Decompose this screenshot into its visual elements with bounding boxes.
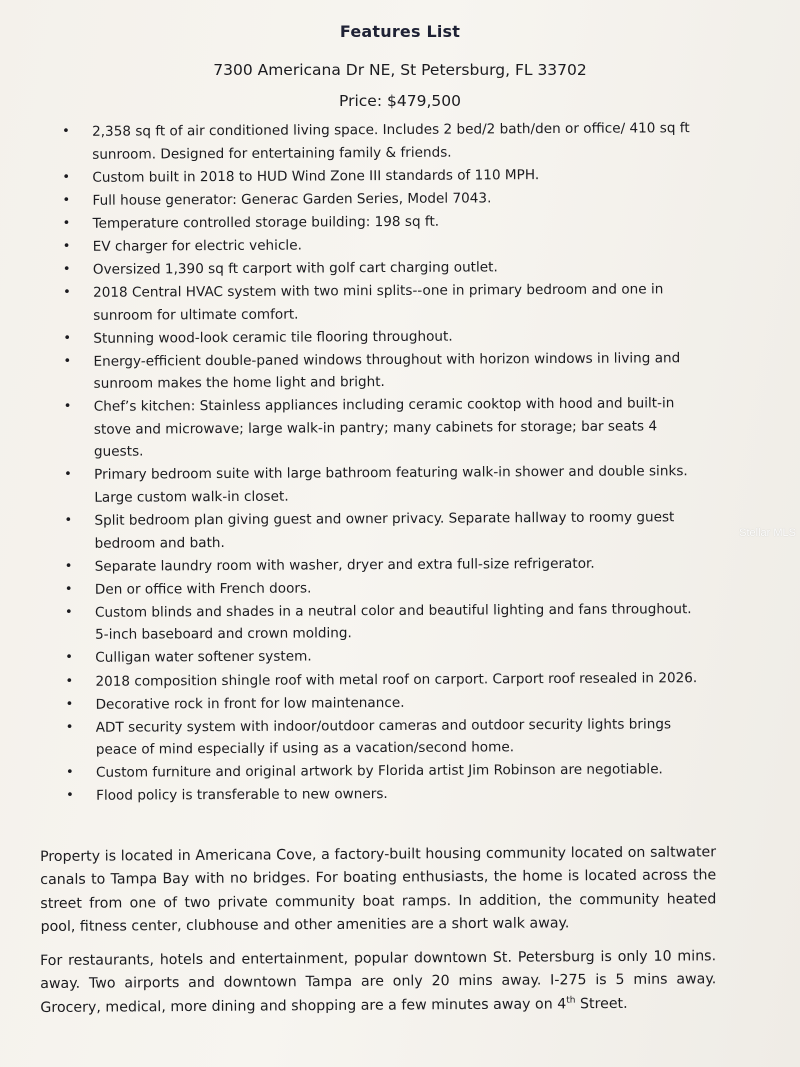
feature-item xyxy=(63,598,703,647)
property-address: 7300 Americana Dr NE, St Petersburg, FL 33702 xyxy=(213,61,587,79)
feature-item xyxy=(63,552,703,578)
feature-text: Temperature controlled storage building: 198 sq ft. xyxy=(92,213,440,232)
feature-text: Custom built in 2018 to HUD Wind Zone III standards of 110 MPH. xyxy=(92,166,540,186)
feature-item xyxy=(63,667,703,693)
feature-item xyxy=(63,643,703,669)
feature-text: EV charger for electric vehicle. xyxy=(92,237,302,255)
bullet-icon: • xyxy=(62,261,71,277)
feature-item xyxy=(62,506,702,555)
feature-item xyxy=(61,232,701,258)
feature-item xyxy=(64,713,704,762)
bullet-icon: • xyxy=(65,696,74,712)
feature-item xyxy=(60,117,700,166)
bullet-icon: • xyxy=(62,215,71,231)
nearby-amenities-text: For restaurants, hotels and entertainment, popular downtown St. Petersburg is only 10 mins. away. Two airports and downtown Tampa are only 20 mins away. I-275 is 5 mins away. Grocery, medical, more dining and shopping are a few minutes away on 4 xyxy=(40,948,717,1016)
feature-text: Energy-efficient double-paned windows throughout with horizon windows in living and sunroom makes the home light and bright. xyxy=(93,349,681,393)
bullet-icon: • xyxy=(63,330,72,346)
feature-text: Split bedroom plan giving guest and owner privacy. Separate hallway to roomy guest bedroom and bath. xyxy=(94,509,675,552)
feature-text: Full house generator: Generac Garden Series, Model 7043. xyxy=(92,190,492,209)
feature-item xyxy=(61,209,701,235)
document-title: Features List xyxy=(339,22,461,41)
feature-item xyxy=(61,324,701,350)
watermark-logo: Stellar MLS xyxy=(739,527,796,539)
bullet-icon: • xyxy=(62,238,71,254)
feature-text: Separate laundry room with washer, dryer and extra full-size refrigerator. xyxy=(94,555,595,575)
bullet-icon: • xyxy=(65,650,73,666)
feature-text: Decorative rock in front for low maintenance. xyxy=(95,694,405,713)
nearby-amenities-end: Street. xyxy=(575,995,628,1012)
property-price: Price: $479,500 xyxy=(339,92,461,110)
feature-item xyxy=(61,255,701,281)
ordinal-superscript: th xyxy=(566,995,576,1006)
location-paragraph: Property is located in Americana Cove, a factory-built housing community located on saltwater canals to Tampa Bay with no bridges. For boating enthusiasts, the home is located across the street from one of two private community boat ramps. In addition, the community heated pool, fitness center, clubhouse and other amenities are a short walk away. xyxy=(40,844,717,935)
feature-text: ADT security system with indoor/outdoor cameras and outdoor security lights brings peace of mind especially if using as a vacation/second home. xyxy=(95,715,672,758)
feature-item xyxy=(61,347,701,396)
feature-text: Den or office with French doors. xyxy=(94,580,312,598)
bullet-icon: • xyxy=(64,581,73,597)
feature-text: Primary bedroom suite with large bathroom featuring walk-in shower and double sinks. Large custom walk-in closet. xyxy=(94,463,688,506)
feature-text: 2,358 sq ft of air conditioned living space. Includes 2 bed/2 bath/den or office/ 410 sq ft sunroom. Designed for entertaining family & friends. xyxy=(92,120,690,163)
feature-item xyxy=(61,278,701,327)
bullet-icon: • xyxy=(63,399,72,415)
feature-text: Chef’s kitchen: Stainless appliances including ceramic cooktop with hood and built-in stove and microwave; large walk-in pantry; many cabinets for storage; bar seats 4 guests. xyxy=(93,395,675,461)
feature-item xyxy=(64,758,704,784)
bullet-icon: • xyxy=(64,512,73,529)
feature-text: 2018 Central HVAC system with two mini splits--one in primary bedroom and one in sunroom for ultimate comfort. xyxy=(93,281,664,324)
feature-item xyxy=(63,690,703,716)
feature-text: Culligan water softener system. xyxy=(95,648,312,667)
bullet-icon: • xyxy=(64,467,72,483)
bullet-icon: • xyxy=(63,285,71,301)
feature-item xyxy=(60,186,700,212)
feature-text: 2018 composition shingle roof with metal roof on carport. Carport roof resealed in 2026. xyxy=(95,669,698,690)
bullet-icon: • xyxy=(66,788,74,804)
feature-item xyxy=(64,781,704,807)
feature-text: Custom blinds and shades in a neutral color and beautiful lighting and fans throughout. 5-inch baseboard and crown molding. xyxy=(94,600,692,644)
feature-text: Custom furniture and original artwork by Florida artist Jim Robinson are negotiable. xyxy=(95,761,663,782)
feature-item xyxy=(60,163,700,189)
bullet-icon: • xyxy=(62,169,71,185)
nearby-amenities-paragraph xyxy=(40,945,716,1020)
feature-item xyxy=(63,575,703,601)
feature-text: Oversized 1,390 sq ft carport with golf cart charging outlet. xyxy=(92,259,498,278)
feature-text: Flood policy is transferable to new owners. xyxy=(96,786,388,805)
feature-item xyxy=(62,392,702,463)
bullet-icon: • xyxy=(65,673,74,689)
bullet-icon: • xyxy=(62,192,71,208)
feature-item xyxy=(62,461,702,510)
bullet-icon: • xyxy=(63,353,72,369)
bullet-icon: • xyxy=(64,604,73,620)
bullet-icon: • xyxy=(62,123,70,139)
feature-text: Stunning wood-look ceramic tile flooring throughout. xyxy=(93,328,453,347)
features-list xyxy=(60,117,704,808)
bullet-icon: • xyxy=(65,719,74,735)
bullet-icon: • xyxy=(65,765,74,781)
bullet-icon: • xyxy=(64,558,73,574)
